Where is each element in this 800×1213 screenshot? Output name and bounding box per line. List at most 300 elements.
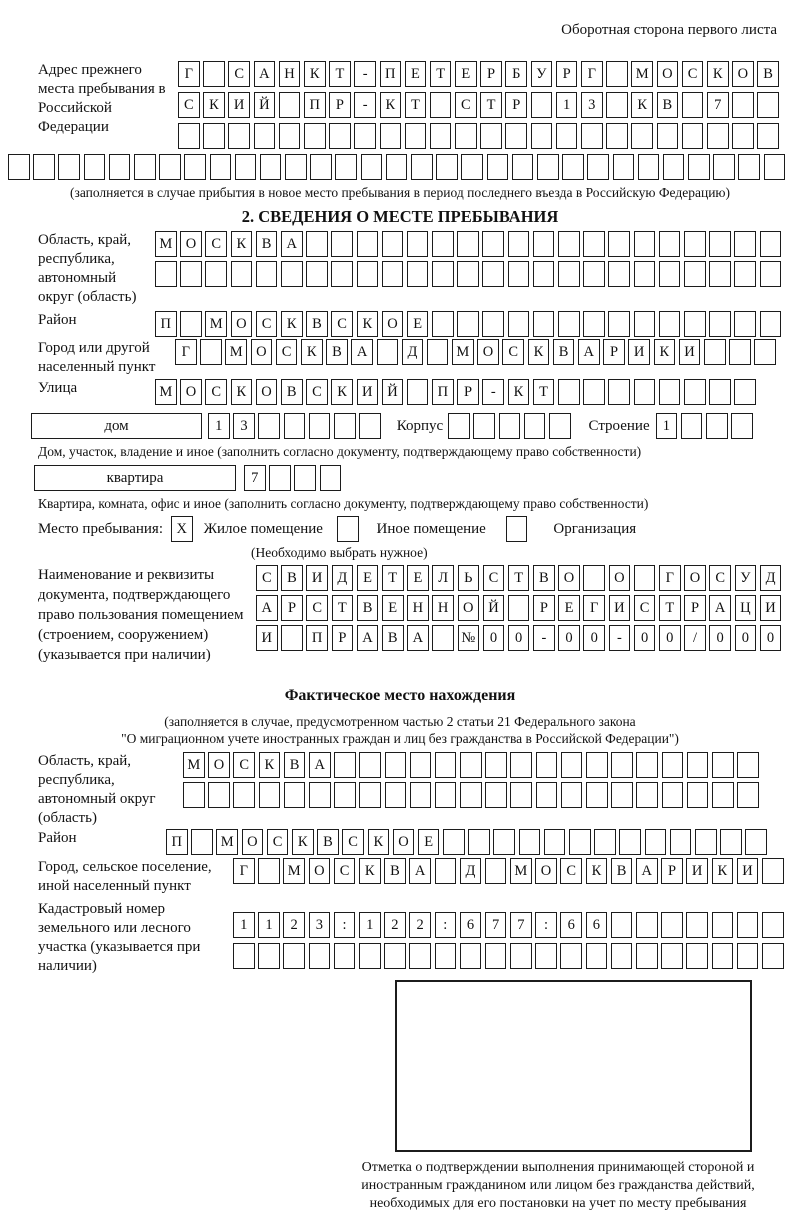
grid-cell[interactable]: 1 xyxy=(208,413,230,439)
grid-cell[interactable] xyxy=(284,782,306,808)
grid-cell[interactable]: К xyxy=(528,339,550,365)
grid-cell[interactable]: Т xyxy=(329,61,351,87)
grid-cell[interactable]: К xyxy=(707,61,729,87)
grid-cell[interactable]: К xyxy=(368,829,390,855)
grid-cell[interactable] xyxy=(556,123,578,149)
grid-cell[interactable] xyxy=(84,154,106,180)
grid-cell[interactable] xyxy=(361,154,383,180)
grid-cell[interactable]: Г xyxy=(175,339,197,365)
grid-cell[interactable] xyxy=(636,943,658,969)
grid-cell[interactable] xyxy=(734,261,756,287)
grid-cell[interactable] xyxy=(281,625,303,651)
grid-cell[interactable]: С xyxy=(709,565,731,591)
grid-cell[interactable] xyxy=(460,752,482,778)
grid-cell[interactable]: И xyxy=(737,858,759,884)
grid-cell[interactable]: / xyxy=(684,625,706,651)
grid-cell[interactable]: В xyxy=(317,829,339,855)
grid-cell[interactable] xyxy=(210,154,232,180)
grid-cell[interactable] xyxy=(608,379,630,405)
grid-cell[interactable] xyxy=(461,154,483,180)
grid-cell[interactable]: С xyxy=(334,858,356,884)
grid-cell[interactable] xyxy=(681,413,703,439)
grid-cell[interactable]: К xyxy=(231,379,253,405)
grid-cell[interactable]: Р xyxy=(603,339,625,365)
grid-cell[interactable] xyxy=(709,261,731,287)
grid-cell[interactable] xyxy=(183,782,205,808)
grid-cell[interactable]: А xyxy=(254,61,276,87)
grid-cell[interactable] xyxy=(493,829,515,855)
grid-cell[interactable] xyxy=(661,943,683,969)
grid-cell[interactable] xyxy=(191,829,213,855)
grid-cell[interactable] xyxy=(310,154,332,180)
grid-cell[interactable] xyxy=(334,782,356,808)
grid-cell[interactable]: О xyxy=(535,858,557,884)
grid-cell[interactable] xyxy=(203,61,225,87)
grid-cell[interactable] xyxy=(732,123,754,149)
grid-cell[interactable]: В xyxy=(553,339,575,365)
grid-cell[interactable]: - xyxy=(533,625,555,651)
grid-cell[interactable] xyxy=(519,829,541,855)
grid-cell[interactable] xyxy=(430,123,452,149)
grid-cell[interactable] xyxy=(304,123,326,149)
grid-cell[interactable] xyxy=(407,261,429,287)
grid-cell[interactable] xyxy=(606,92,628,118)
grid-cell[interactable]: К xyxy=(508,379,530,405)
grid-cell[interactable] xyxy=(634,231,656,257)
grid-cell[interactable]: И xyxy=(628,339,650,365)
grid-cell[interactable]: С xyxy=(205,231,227,257)
grid-cell[interactable]: Р xyxy=(533,595,555,621)
grid-cell[interactable] xyxy=(331,261,353,287)
grid-cell[interactable] xyxy=(335,154,357,180)
grid-cell[interactable] xyxy=(688,154,710,180)
grid-cell[interactable] xyxy=(533,261,555,287)
grid-cell[interactable]: Г xyxy=(581,61,603,87)
grid-cell[interactable]: П xyxy=(166,829,188,855)
grid-cell[interactable]: 7 xyxy=(707,92,729,118)
grid-cell[interactable]: Н xyxy=(432,595,454,621)
grid-cell[interactable] xyxy=(432,625,454,651)
grid-cell[interactable] xyxy=(235,154,257,180)
grid-cell[interactable]: О xyxy=(180,231,202,257)
grid-cell[interactable] xyxy=(686,943,708,969)
grid-cell[interactable] xyxy=(611,912,633,938)
grid-cell[interactable]: В xyxy=(382,625,404,651)
grid-cell[interactable] xyxy=(619,829,641,855)
grid-cell[interactable] xyxy=(536,782,558,808)
grid-cell[interactable] xyxy=(583,379,605,405)
checkbox-organizatsiya[interactable] xyxy=(506,516,528,542)
grid-cell[interactable]: 2 xyxy=(283,912,305,938)
grid-cell[interactable] xyxy=(258,413,280,439)
grid-cell[interactable] xyxy=(306,261,328,287)
grid-cell[interactable]: С xyxy=(331,311,353,337)
grid-cell[interactable]: М xyxy=(631,61,653,87)
grid-cell[interactable]: И xyxy=(679,339,701,365)
grid-cell[interactable] xyxy=(684,379,706,405)
grid-cell[interactable] xyxy=(487,154,509,180)
grid-cell[interactable]: 7 xyxy=(485,912,507,938)
grid-cell[interactable]: О xyxy=(609,565,631,591)
grid-cell[interactable]: 0 xyxy=(508,625,530,651)
grid-cell[interactable] xyxy=(684,261,706,287)
grid-cell[interactable]: Т xyxy=(405,92,427,118)
grid-cell[interactable] xyxy=(757,123,779,149)
grid-cell[interactable]: И xyxy=(256,625,278,651)
grid-cell[interactable]: С xyxy=(267,829,289,855)
grid-cell[interactable]: И xyxy=(760,595,782,621)
grid-cell[interactable] xyxy=(354,123,376,149)
grid-cell[interactable] xyxy=(608,311,630,337)
grid-cell[interactable]: В xyxy=(757,61,779,87)
grid-cell[interactable]: О xyxy=(309,858,331,884)
grid-cell[interactable] xyxy=(712,752,734,778)
grid-cell[interactable] xyxy=(178,123,200,149)
grid-cell[interactable] xyxy=(686,912,708,938)
grid-cell[interactable] xyxy=(499,413,521,439)
grid-cell[interactable] xyxy=(636,782,658,808)
grid-cell[interactable] xyxy=(638,154,660,180)
grid-cell[interactable]: К xyxy=(631,92,653,118)
grid-cell[interactable] xyxy=(256,261,278,287)
grid-cell[interactable] xyxy=(435,858,457,884)
grid-cell[interactable]: 0 xyxy=(659,625,681,651)
grid-cell[interactable] xyxy=(436,154,458,180)
grid-cell[interactable] xyxy=(512,154,534,180)
grid-cell[interactable]: - xyxy=(609,625,631,651)
grid-cell[interactable] xyxy=(712,782,734,808)
grid-cell[interactable]: В xyxy=(281,565,303,591)
grid-cell[interactable] xyxy=(460,943,482,969)
grid-cell[interactable]: С xyxy=(205,379,227,405)
grid-cell[interactable] xyxy=(485,752,507,778)
grid-cell[interactable] xyxy=(636,752,658,778)
grid-cell[interactable]: Р xyxy=(684,595,706,621)
grid-cell[interactable] xyxy=(611,752,633,778)
grid-cell[interactable] xyxy=(435,752,457,778)
grid-cell[interactable] xyxy=(706,413,728,439)
grid-cell[interactable] xyxy=(533,311,555,337)
grid-cell[interactable]: Е xyxy=(405,61,427,87)
grid-cell[interactable] xyxy=(662,782,684,808)
grid-cell[interactable] xyxy=(269,465,291,491)
grid-cell[interactable] xyxy=(608,231,630,257)
grid-cell[interactable] xyxy=(757,92,779,118)
grid-cell[interactable] xyxy=(377,339,399,365)
grid-cell[interactable]: В xyxy=(256,231,278,257)
grid-cell[interactable]: Т xyxy=(533,379,555,405)
grid-cell[interactable] xyxy=(634,311,656,337)
grid-cell[interactable] xyxy=(485,943,507,969)
grid-cell[interactable]: О xyxy=(684,565,706,591)
grid-cell[interactable] xyxy=(611,782,633,808)
grid-cell[interactable]: Г xyxy=(233,858,255,884)
grid-cell[interactable] xyxy=(432,231,454,257)
grid-cell[interactable]: И xyxy=(609,595,631,621)
grid-cell[interactable] xyxy=(682,92,704,118)
grid-cell[interactable] xyxy=(200,339,222,365)
grid-cell[interactable] xyxy=(737,912,759,938)
grid-cell[interactable] xyxy=(435,782,457,808)
grid-cell[interactable] xyxy=(713,154,735,180)
grid-cell[interactable] xyxy=(405,123,427,149)
grid-cell[interactable] xyxy=(334,413,356,439)
grid-cell[interactable]: С xyxy=(233,752,255,778)
grid-cell[interactable]: - xyxy=(482,379,504,405)
grid-cell[interactable]: 6 xyxy=(460,912,482,938)
grid-cell[interactable] xyxy=(684,231,706,257)
grid-cell[interactable] xyxy=(562,154,584,180)
grid-cell[interactable]: О xyxy=(477,339,499,365)
grid-cell[interactable]: Й xyxy=(254,92,276,118)
grid-cell[interactable] xyxy=(737,782,759,808)
grid-cell[interactable] xyxy=(583,311,605,337)
grid-cell[interactable] xyxy=(359,943,381,969)
grid-cell[interactable]: 0 xyxy=(709,625,731,651)
grid-cell[interactable]: М xyxy=(205,311,227,337)
grid-cell[interactable] xyxy=(663,154,685,180)
grid-cell[interactable] xyxy=(631,123,653,149)
grid-cell[interactable]: М xyxy=(225,339,247,365)
grid-cell[interactable] xyxy=(583,231,605,257)
grid-cell[interactable] xyxy=(480,123,502,149)
grid-cell[interactable]: К xyxy=(654,339,676,365)
grid-cell[interactable]: С xyxy=(634,595,656,621)
grid-cell[interactable]: Т xyxy=(659,595,681,621)
grid-cell[interactable] xyxy=(586,752,608,778)
grid-cell[interactable]: Д xyxy=(760,565,782,591)
grid-cell[interactable] xyxy=(457,311,479,337)
grid-cell[interactable] xyxy=(682,123,704,149)
grid-cell[interactable]: П xyxy=(304,92,326,118)
grid-cell[interactable] xyxy=(657,123,679,149)
grid-cell[interactable] xyxy=(285,154,307,180)
grid-cell[interactable]: О xyxy=(657,61,679,87)
grid-cell[interactable] xyxy=(634,379,656,405)
grid-cell[interactable] xyxy=(634,261,656,287)
grid-cell[interactable] xyxy=(233,782,255,808)
grid-cell[interactable] xyxy=(535,943,557,969)
grid-cell[interactable] xyxy=(583,565,605,591)
grid-cell[interactable]: 1 xyxy=(656,413,678,439)
grid-cell[interactable] xyxy=(659,261,681,287)
grid-cell[interactable] xyxy=(331,231,353,257)
grid-cell[interactable] xyxy=(549,413,571,439)
grid-cell[interactable] xyxy=(729,339,751,365)
grid-cell[interactable] xyxy=(432,261,454,287)
grid-cell[interactable]: 0 xyxy=(735,625,757,651)
grid-cell[interactable] xyxy=(334,943,356,969)
grid-cell[interactable]: 1 xyxy=(556,92,578,118)
grid-cell[interactable] xyxy=(659,379,681,405)
grid-cell[interactable]: А xyxy=(578,339,600,365)
grid-cell[interactable]: Й xyxy=(382,379,404,405)
grid-cell[interactable]: У xyxy=(735,565,757,591)
grid-cell[interactable]: Е xyxy=(382,595,404,621)
grid-cell[interactable]: Т xyxy=(430,61,452,87)
grid-cell[interactable]: Р xyxy=(329,92,351,118)
grid-cell[interactable]: Е xyxy=(558,595,580,621)
grid-cell[interactable]: С xyxy=(560,858,582,884)
grid-cell[interactable]: А xyxy=(636,858,658,884)
grid-cell[interactable]: О xyxy=(382,311,404,337)
grid-cell[interactable] xyxy=(505,123,527,149)
grid-cell[interactable] xyxy=(508,261,530,287)
grid-cell[interactable]: В xyxy=(284,752,306,778)
grid-cell[interactable]: О xyxy=(242,829,264,855)
grid-cell[interactable]: Е xyxy=(418,829,440,855)
grid-cell[interactable] xyxy=(58,154,80,180)
grid-cell[interactable]: Н xyxy=(407,595,429,621)
grid-cell[interactable]: О xyxy=(256,379,278,405)
grid-cell[interactable] xyxy=(485,782,507,808)
grid-cell[interactable]: С xyxy=(178,92,200,118)
grid-cell[interactable]: А xyxy=(309,752,331,778)
grid-cell[interactable]: 0 xyxy=(558,625,580,651)
grid-cell[interactable]: О xyxy=(180,379,202,405)
grid-cell[interactable]: С xyxy=(455,92,477,118)
grid-cell[interactable] xyxy=(611,943,633,969)
grid-cell[interactable]: М xyxy=(155,231,177,257)
grid-cell[interactable] xyxy=(687,782,709,808)
grid-cell[interactable]: С xyxy=(682,61,704,87)
grid-cell[interactable] xyxy=(460,782,482,808)
grid-cell[interactable] xyxy=(762,943,784,969)
grid-cell[interactable] xyxy=(468,829,490,855)
grid-cell[interactable] xyxy=(762,858,784,884)
grid-cell[interactable]: Р xyxy=(505,92,527,118)
grid-cell[interactable] xyxy=(260,154,282,180)
grid-cell[interactable]: М xyxy=(452,339,474,365)
grid-cell[interactable] xyxy=(382,231,404,257)
grid-cell[interactable] xyxy=(334,752,356,778)
grid-cell[interactable] xyxy=(684,311,706,337)
grid-cell[interactable]: А xyxy=(256,595,278,621)
grid-cell[interactable] xyxy=(760,261,782,287)
grid-cell[interactable]: 1 xyxy=(233,912,255,938)
grid-cell[interactable]: О xyxy=(393,829,415,855)
grid-cell[interactable]: В xyxy=(281,379,303,405)
grid-cell[interactable]: В xyxy=(326,339,348,365)
grid-cell[interactable]: С xyxy=(228,61,250,87)
grid-cell[interactable]: В xyxy=(306,311,328,337)
grid-cell[interactable]: Д xyxy=(332,565,354,591)
grid-cell[interactable] xyxy=(284,413,306,439)
grid-cell[interactable]: М xyxy=(216,829,238,855)
grid-cell[interactable]: Е xyxy=(407,311,429,337)
grid-cell[interactable] xyxy=(430,92,452,118)
grid-cell[interactable]: А xyxy=(409,858,431,884)
grid-cell[interactable]: М xyxy=(283,858,305,884)
grid-cell[interactable]: Т xyxy=(480,92,502,118)
grid-cell[interactable]: 7 xyxy=(244,465,266,491)
grid-cell[interactable]: Р xyxy=(332,625,354,651)
grid-cell[interactable] xyxy=(380,123,402,149)
grid-cell[interactable]: И xyxy=(228,92,250,118)
grid-cell[interactable]: 2 xyxy=(384,912,406,938)
grid-cell[interactable]: Р xyxy=(661,858,683,884)
grid-cell[interactable] xyxy=(510,752,532,778)
grid-cell[interactable] xyxy=(732,92,754,118)
grid-cell[interactable] xyxy=(184,154,206,180)
grid-cell[interactable] xyxy=(524,413,546,439)
grid-cell[interactable]: К xyxy=(231,231,253,257)
grid-cell[interactable]: О xyxy=(231,311,253,337)
grid-cell[interactable] xyxy=(384,943,406,969)
grid-cell[interactable]: Ц xyxy=(735,595,757,621)
grid-cell[interactable] xyxy=(731,413,753,439)
grid-cell[interactable]: И xyxy=(306,565,328,591)
grid-cell[interactable]: А xyxy=(351,339,373,365)
grid-cell[interactable]: К xyxy=(359,858,381,884)
grid-cell[interactable]: А xyxy=(407,625,429,651)
grid-cell[interactable] xyxy=(734,311,756,337)
grid-cell[interactable]: Р xyxy=(556,61,578,87)
grid-cell[interactable] xyxy=(737,943,759,969)
grid-cell[interactable] xyxy=(760,311,782,337)
grid-cell[interactable]: Е xyxy=(455,61,477,87)
grid-cell[interactable]: С xyxy=(342,829,364,855)
grid-cell[interactable] xyxy=(410,752,432,778)
grid-cell[interactable] xyxy=(258,943,280,969)
grid-cell[interactable]: М xyxy=(510,858,532,884)
grid-cell[interactable]: Т xyxy=(508,565,530,591)
grid-cell[interactable] xyxy=(707,123,729,149)
grid-cell[interactable]: Д xyxy=(402,339,424,365)
grid-cell[interactable] xyxy=(435,943,457,969)
grid-cell[interactable] xyxy=(558,379,580,405)
grid-cell[interactable]: В xyxy=(533,565,555,591)
grid-cell[interactable]: О xyxy=(208,752,230,778)
grid-cell[interactable]: Е xyxy=(407,565,429,591)
grid-cell[interactable]: : xyxy=(334,912,356,938)
grid-cell[interactable]: С xyxy=(306,379,328,405)
grid-cell[interactable] xyxy=(737,752,759,778)
grid-cell[interactable]: В xyxy=(384,858,406,884)
grid-cell[interactable] xyxy=(712,943,734,969)
grid-cell[interactable] xyxy=(687,752,709,778)
grid-cell[interactable] xyxy=(558,311,580,337)
grid-cell[interactable]: Б xyxy=(505,61,527,87)
grid-cell[interactable] xyxy=(407,379,429,405)
grid-cell[interactable]: К xyxy=(380,92,402,118)
grid-cell[interactable] xyxy=(359,752,381,778)
grid-cell[interactable]: 1 xyxy=(258,912,280,938)
grid-cell[interactable] xyxy=(309,413,331,439)
grid-cell[interactable] xyxy=(259,782,281,808)
grid-cell[interactable]: Р xyxy=(281,595,303,621)
grid-cell[interactable]: К xyxy=(259,752,281,778)
grid-cell[interactable] xyxy=(510,782,532,808)
grid-cell[interactable]: : xyxy=(435,912,457,938)
grid-cell[interactable] xyxy=(709,311,731,337)
grid-cell[interactable] xyxy=(320,465,342,491)
grid-cell[interactable]: А xyxy=(281,231,303,257)
grid-cell[interactable]: П xyxy=(155,311,177,337)
grid-cell[interactable] xyxy=(407,231,429,257)
grid-cell[interactable] xyxy=(258,858,280,884)
grid-cell[interactable]: К xyxy=(304,61,326,87)
grid-cell[interactable]: С xyxy=(306,595,328,621)
grid-cell[interactable]: М xyxy=(183,752,205,778)
grid-cell[interactable] xyxy=(536,752,558,778)
grid-cell[interactable] xyxy=(205,261,227,287)
grid-cell[interactable] xyxy=(569,829,591,855)
grid-cell[interactable] xyxy=(482,231,504,257)
grid-cell[interactable]: Т xyxy=(332,595,354,621)
grid-cell[interactable]: 0 xyxy=(583,625,605,651)
grid-cell[interactable] xyxy=(357,261,379,287)
